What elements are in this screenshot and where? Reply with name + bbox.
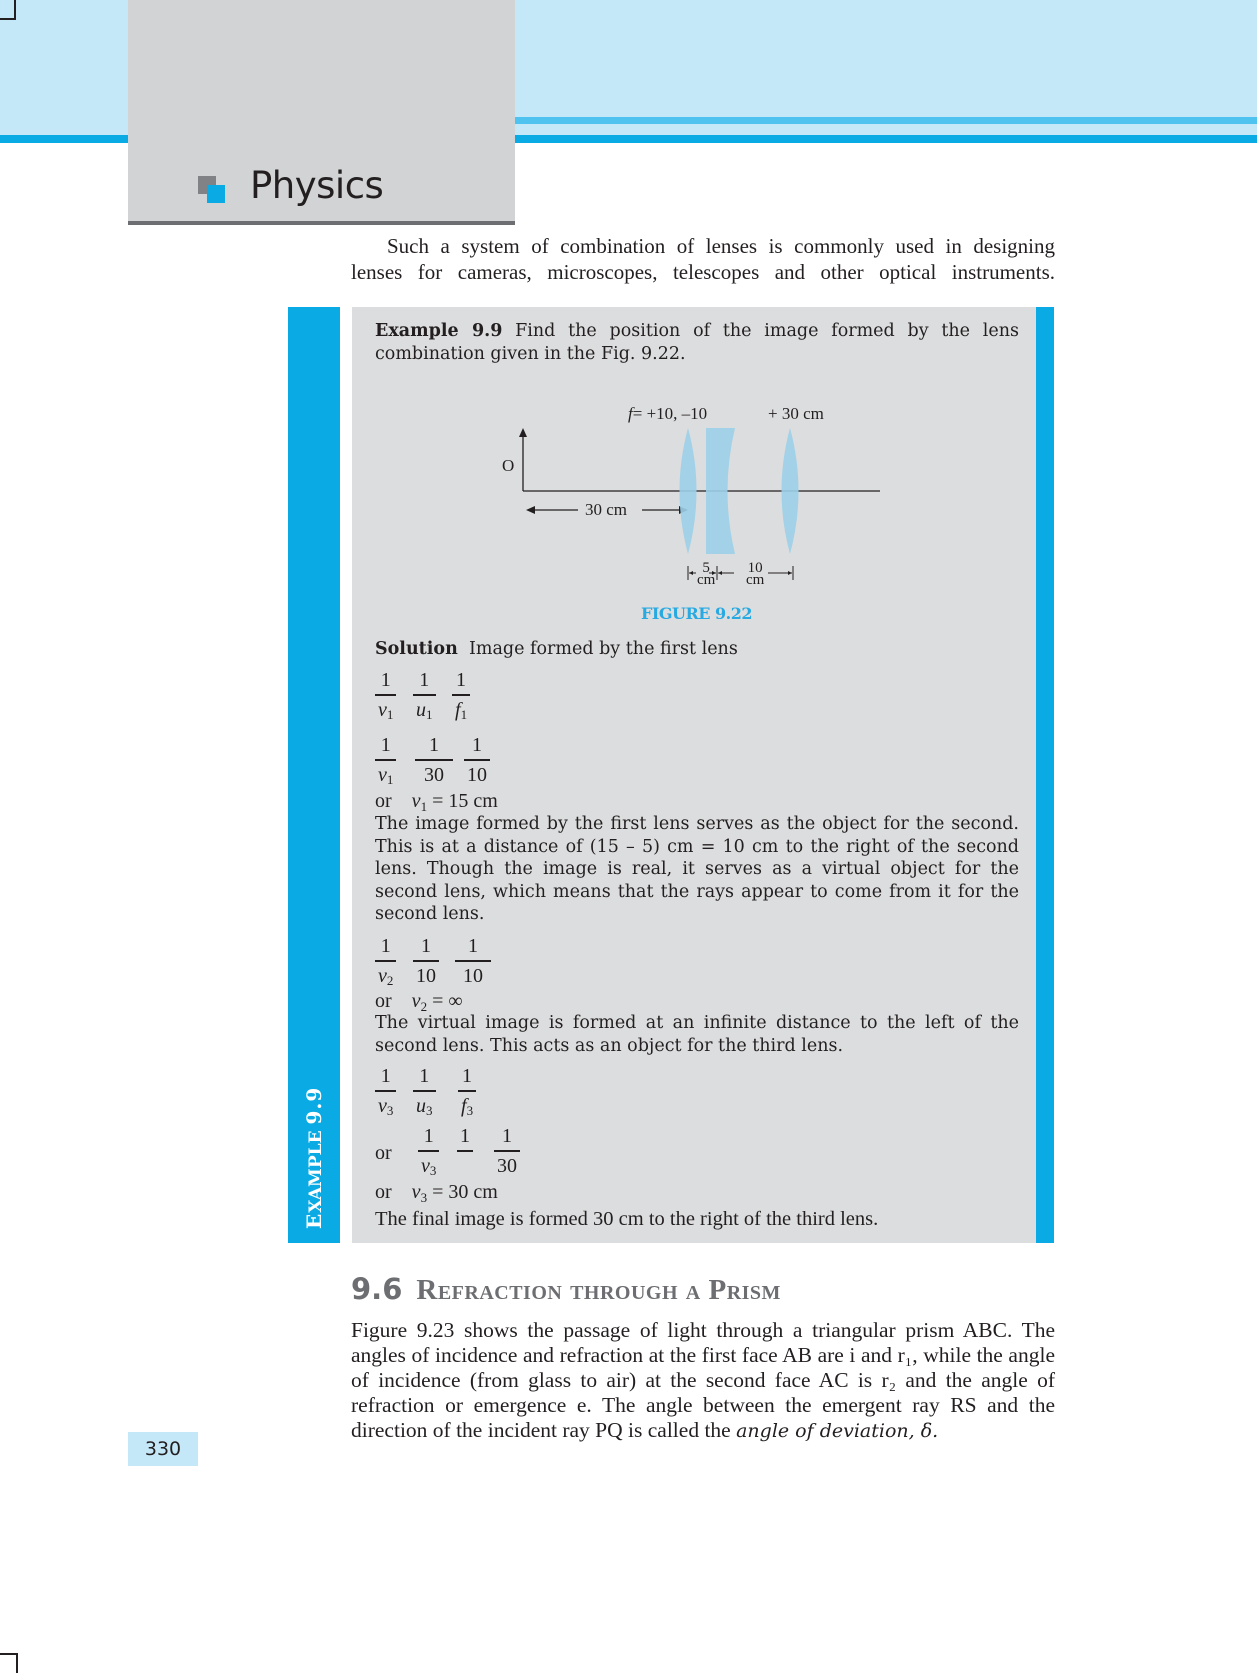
gap-label-2: 10 cm	[746, 560, 765, 588]
section-title: Refraction through a Prism	[416, 1274, 781, 1306]
section-number: 9.6	[351, 1272, 403, 1306]
result-v2: or $v_2$ = ∞	[375, 990, 463, 1014]
example-title: Example 9.9	[375, 321, 503, 341]
figure-caption: FIGURE 9.22	[641, 604, 752, 623]
book-title: Physics	[250, 164, 384, 207]
section-heading	[351, 1272, 781, 1307]
angle-of-deviation-term: angle of deviation, δ.	[736, 1420, 939, 1442]
intro-paragraph	[351, 233, 1055, 285]
header-stripe-light	[515, 117, 1257, 124]
crop-mark-bottom-left	[0, 1653, 18, 1673]
result-v1: or $v_1 = 15$ cm	[375, 790, 498, 814]
intro-line-2: lenses for cameras, microscopes, telescopes and other optical instruments.	[351, 260, 1055, 284]
result-v3: or $v_3 = 30$ cm	[375, 1181, 498, 1205]
arrow-head-up-icon	[519, 428, 527, 437]
focal-label: f= +10, –10	[628, 404, 708, 423]
solution-label: Solution	[375, 639, 458, 659]
example-sidebar-label: EXAMPLE 9.9	[302, 1086, 326, 1229]
example-question	[375, 320, 1019, 365]
conclusion: The final image is formed 30 cm to the right of the third lens.	[375, 1208, 879, 1230]
two-overlapping-squares-icon-front	[207, 185, 225, 203]
arrow-head-left-icon	[526, 506, 535, 514]
intro-line-1: Such a system of combination of lenses is commonly used in designing	[387, 234, 1055, 258]
convex-lens-1	[680, 428, 697, 554]
focal-label-third: + 30 cm	[768, 404, 824, 423]
gap-label-1: 5 cm	[697, 560, 716, 588]
paragraph-virtual-image: The virtual image is formed at an infinite distance to the left of the second lens. This acts as an object for the third lens.	[375, 1013, 1019, 1056]
convex-lens-3	[782, 428, 799, 554]
object-label: O	[502, 456, 515, 475]
section-paragraph-text: Figure 9.23 shows the passage of light through a triangular prism ABC. The angles of incidence and refraction at the first face AB are i and r₁, while the angle of incidence (from glass to air) at the second face AC is r₂ and the angle of refraction or emergence e. The angle between the emergent ray RS and the direction of the incident ray PQ is called the	[351, 1318, 1055, 1442]
crop-mark-top-left	[0, 0, 16, 20]
distance-label: 30 cm	[581, 500, 631, 520]
solution-intro: Image formed by the first lens	[468, 639, 738, 659]
example-right-bar	[1036, 307, 1054, 1243]
page-number: 330	[128, 1432, 198, 1466]
paragraph-second-object: The image formed by the first lens serves as the object for the second. This is at a distance of (15 – 5) cm = 10 cm to the right of the second lens. Though the image is real, it serves as a virtual object for the second lens, which means that the rays appear to come from it for the second lens.	[375, 814, 1019, 924]
example-sidebar	[288, 307, 340, 1243]
example-question-text: Find the position of the image formed by the lens combination given in the Fig. 9.22.	[375, 321, 1019, 364]
section-paragraph	[351, 1318, 1055, 1444]
solution-heading	[375, 638, 1019, 661]
